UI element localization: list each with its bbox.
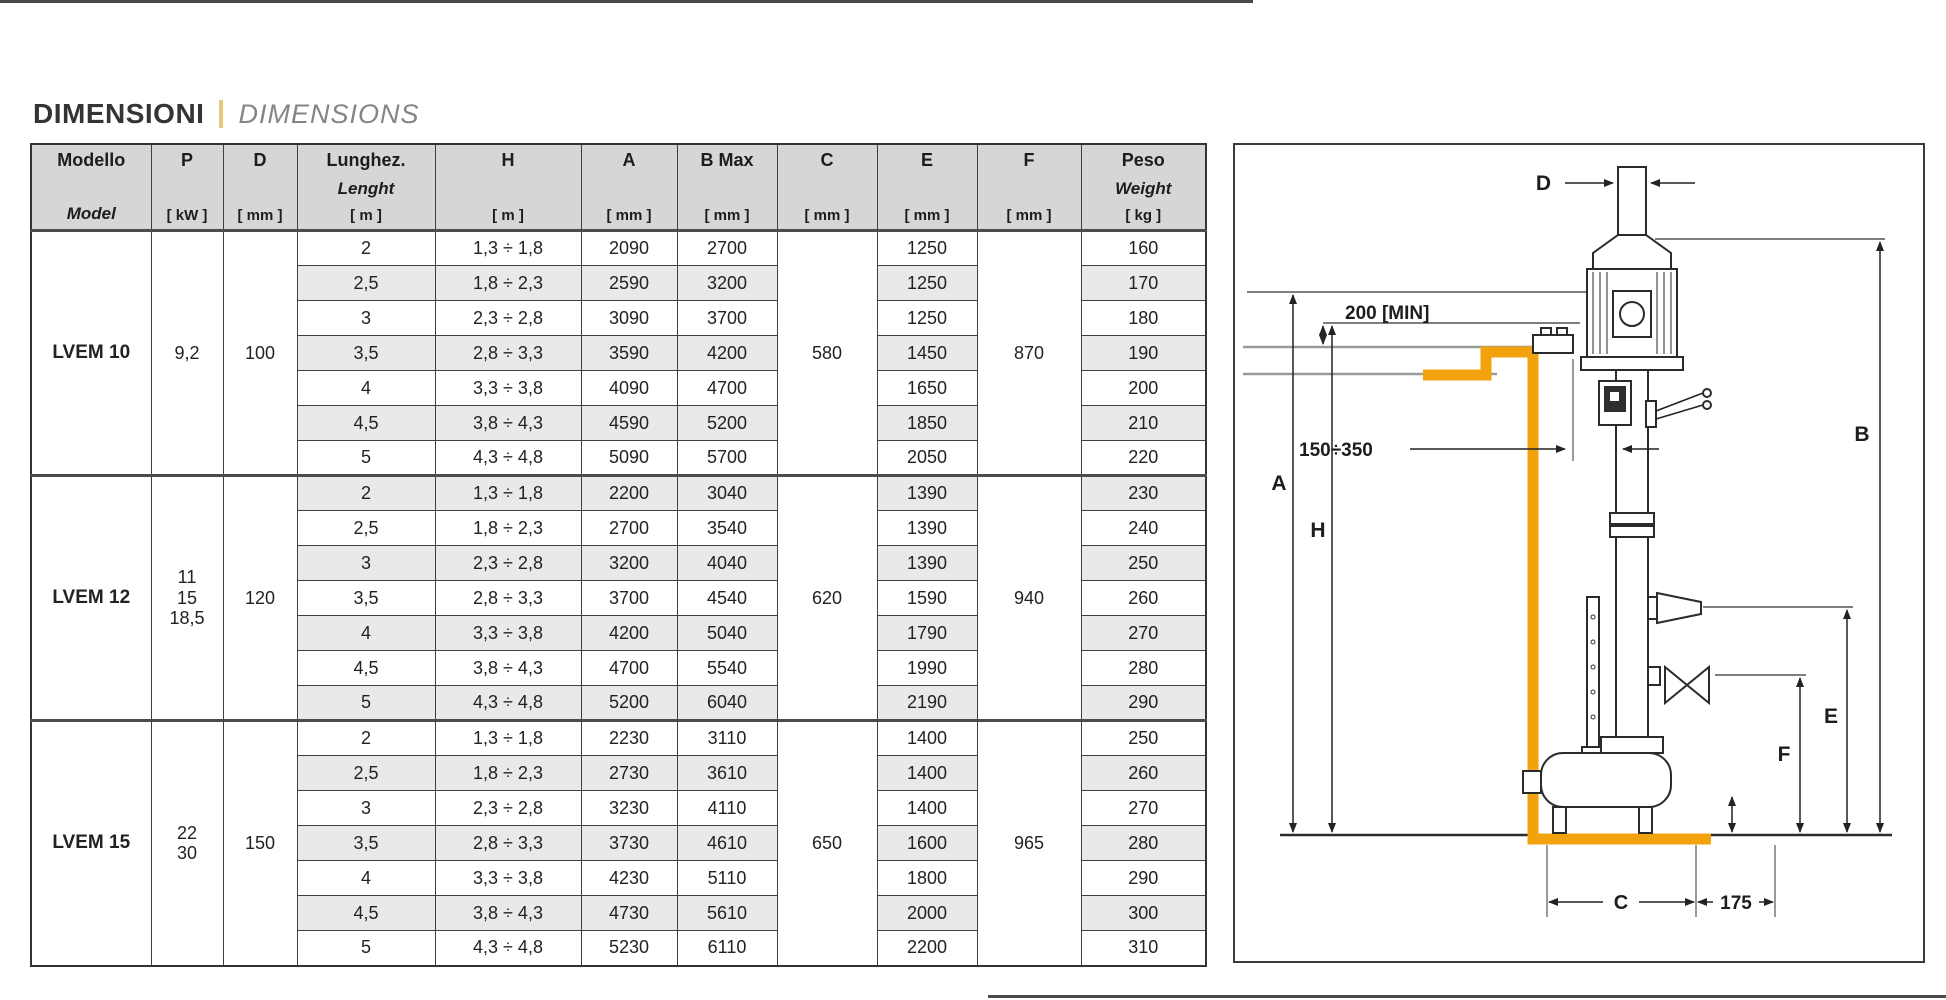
cell-weight: 190: [1081, 336, 1206, 371]
col-header-bmax: B Max [ mm ]: [677, 144, 777, 231]
cell-e: 2000: [877, 896, 977, 931]
table-row: [31, 476, 1206, 511]
cell-a: 4730: [581, 896, 677, 931]
cell-c: 580: [777, 231, 877, 476]
cell-bmax: 6040: [677, 686, 777, 721]
cell-h: 2,3 ÷ 2,8: [435, 546, 581, 581]
cell-a: 2590: [581, 266, 677, 301]
cell-a: 3730: [581, 826, 677, 861]
cell-a: 5200: [581, 686, 677, 721]
label-E: E: [1823, 705, 1839, 728]
page-title-italian: DIMENSIONI: [33, 98, 205, 129]
motor-bell: [1593, 235, 1671, 269]
cell-bmax: 6110: [677, 931, 777, 966]
cell-bmax: 5040: [677, 616, 777, 651]
cell-bmax: 5540: [677, 651, 777, 686]
bowtie-valve: [1648, 667, 1709, 703]
cell-h: 2,8 ÷ 3,3: [435, 826, 581, 861]
cell-weight: 270: [1081, 791, 1206, 826]
cell-bmax: 5700: [677, 441, 777, 476]
cell-c: 650: [777, 721, 877, 966]
cell-length: 2: [297, 231, 435, 266]
table-body: [31, 231, 1206, 966]
cell-a: 4200: [581, 616, 677, 651]
cone-nozzle: [1648, 593, 1701, 623]
cell-f: 940: [977, 476, 1081, 721]
col-header-peso: Peso Weight [ kg ]: [1081, 144, 1206, 231]
cell-e: 1390: [877, 511, 977, 546]
col-header-model: Modello Model: [31, 144, 151, 231]
cell-bmax: 3610: [677, 756, 777, 791]
cell-e: 1250: [877, 266, 977, 301]
cell-bmax: 3040: [677, 476, 777, 511]
cell-h: 3,8 ÷ 4,3: [435, 896, 581, 931]
cell-bmax: 3200: [677, 266, 777, 301]
cell-f: 965: [977, 721, 1081, 966]
cell-length: 2: [297, 721, 435, 756]
cell-e: 1250: [877, 231, 977, 266]
cell-bmax: 4200: [677, 336, 777, 371]
cell-length: 2: [297, 476, 435, 511]
cell-h: 2,8 ÷ 3,3: [435, 581, 581, 616]
cell-h: 3,3 ÷ 3,8: [435, 616, 581, 651]
cell-h: 3,3 ÷ 3,8: [435, 371, 581, 406]
cell-h: 2,8 ÷ 3,3: [435, 336, 581, 371]
cell-bmax: 5200: [677, 406, 777, 441]
cell-c: 620: [777, 476, 877, 721]
cell-weight: 230: [1081, 476, 1206, 511]
cell-e: 1850: [877, 406, 977, 441]
col-header-f: F [ mm ]: [977, 144, 1081, 231]
cell-weight: 210: [1081, 406, 1206, 441]
col-header-h: H [ m ]: [435, 144, 581, 231]
valve-handles: [1646, 389, 1711, 427]
cell-bmax: 4110: [677, 791, 777, 826]
cell-a: 4700: [581, 651, 677, 686]
cell-h: 1,8 ÷ 2,3: [435, 756, 581, 791]
guide-pipe: [1582, 597, 1604, 756]
cell-a: 4230: [581, 861, 677, 896]
col-header-d: D [ mm ]: [223, 144, 297, 231]
cell-a: 4090: [581, 371, 677, 406]
cell-a: 2230: [581, 721, 677, 756]
cell-e: 1590: [877, 581, 977, 616]
casing-coupling: [1601, 737, 1663, 753]
cell-weight: 240: [1081, 511, 1206, 546]
top-shaft: [1618, 167, 1646, 237]
cell-e: 1400: [877, 756, 977, 791]
cell-e: 1790: [877, 616, 977, 651]
cell-length: 4: [297, 861, 435, 896]
col-header-p: P [ kW ]: [151, 144, 223, 231]
cell-length: 3,5: [297, 826, 435, 861]
cell-weight: 310: [1081, 931, 1206, 966]
cell-diameter: 100: [223, 231, 297, 476]
cell-weight: 270: [1081, 616, 1206, 651]
label-F: F: [1777, 743, 1791, 766]
cell-length: 5: [297, 931, 435, 966]
label-175: 175: [1720, 893, 1752, 914]
label-C: C: [1613, 892, 1629, 914]
mid-flange: [1610, 513, 1654, 524]
cell-h: 1,3 ÷ 1,8: [435, 721, 581, 756]
cell-length: 3: [297, 546, 435, 581]
cell-h: 2,3 ÷ 2,8: [435, 791, 581, 826]
label-150-350: 150÷350: [1299, 440, 1373, 461]
dimensions-table: [30, 143, 1207, 967]
cell-e: 1390: [877, 546, 977, 581]
cell-e: 1400: [877, 721, 977, 756]
cell-a: 5230: [581, 931, 677, 966]
cell-h: 3,8 ÷ 4,3: [435, 651, 581, 686]
cell-weight: 250: [1081, 721, 1206, 756]
page-title-english: DIMENSIONS: [238, 98, 420, 129]
dimensions-data-table: [30, 143, 1207, 967]
table-row: [31, 721, 1206, 756]
cell-bmax: 3110: [677, 721, 777, 756]
cell-bmax: 3540: [677, 511, 777, 546]
cell-bmax: 4610: [677, 826, 777, 861]
cell-e: 1650: [877, 371, 977, 406]
cell-length: 2,5: [297, 511, 435, 546]
cell-h: 1,8 ÷ 2,3: [435, 266, 581, 301]
cell-a: 5090: [581, 441, 677, 476]
cell-a: 3590: [581, 336, 677, 371]
cell-a: 2700: [581, 511, 677, 546]
cell-length: 3,5: [297, 336, 435, 371]
cell-bmax: 2700: [677, 231, 777, 266]
cell-length: 4,5: [297, 651, 435, 686]
cell-a: 2730: [581, 756, 677, 791]
cell-length: 4,5: [297, 896, 435, 931]
cell-length: 2,5: [297, 756, 435, 791]
cell-f: 870: [977, 231, 1081, 476]
cell-bmax: 4040: [677, 546, 777, 581]
cell-h: 1,8 ÷ 2,3: [435, 511, 581, 546]
col-header-len: Lunghez. Lenght [ m ]: [297, 144, 435, 231]
cell-model: LVEM 15: [31, 721, 151, 966]
cell-e: 1400: [877, 791, 977, 826]
cell-bmax: 4700: [677, 371, 777, 406]
cell-weight: 160: [1081, 231, 1206, 266]
cell-e: 2190: [877, 686, 977, 721]
label-A: A: [1271, 472, 1287, 495]
label-B: B: [1854, 423, 1870, 446]
pump-casing: [1541, 753, 1671, 807]
cell-bmax: 5110: [677, 861, 777, 896]
cell-a: 4590: [581, 406, 677, 441]
cell-length: 4: [297, 371, 435, 406]
cell-h: 2,3 ÷ 2,8: [435, 301, 581, 336]
cell-bmax: 3700: [677, 301, 777, 336]
cell-bmax: 5610: [677, 896, 777, 931]
title-separator-bar: [219, 100, 223, 128]
cell-length: 5: [297, 686, 435, 721]
col-header-c: C [ mm ]: [777, 144, 877, 231]
cell-e: 2050: [877, 441, 977, 476]
cell-weight: 290: [1081, 686, 1206, 721]
cell-power: 9,2: [151, 231, 223, 476]
cell-a: 2200: [581, 476, 677, 511]
cell-bmax: 4540: [677, 581, 777, 616]
cell-a: 3200: [581, 546, 677, 581]
cell-h: 4,3 ÷ 4,8: [435, 931, 581, 966]
cell-length: 5: [297, 441, 435, 476]
pipe-clamp: [1533, 335, 1573, 353]
pump-body: [1523, 167, 1711, 833]
cell-weight: 250: [1081, 546, 1206, 581]
cell-power: 11 15 18,5: [151, 476, 223, 721]
col-header-e: E [ mm ]: [877, 144, 977, 231]
table-header-row: [31, 144, 1206, 231]
cell-weight: 280: [1081, 826, 1206, 861]
cell-weight: 290: [1081, 861, 1206, 896]
cell-model: LVEM 12: [31, 476, 151, 721]
cell-weight: 260: [1081, 581, 1206, 616]
label-D: D: [1535, 172, 1551, 195]
cell-length: 2,5: [297, 266, 435, 301]
cell-power: 22 30: [151, 721, 223, 966]
table-row: [31, 231, 1206, 266]
cell-weight: 300: [1081, 896, 1206, 931]
title-block: [33, 98, 420, 130]
page-edge-bottom: [988, 995, 1946, 998]
cell-e: 1600: [877, 826, 977, 861]
table-header: [31, 144, 1206, 231]
cell-a: 3230: [581, 791, 677, 826]
cell-weight: 260: [1081, 756, 1206, 791]
cell-e: 1990: [877, 651, 977, 686]
cell-weight: 280: [1081, 651, 1206, 686]
cell-h: 4,3 ÷ 4,8: [435, 686, 581, 721]
label-H: H: [1310, 519, 1326, 542]
cell-e: 2200: [877, 931, 977, 966]
cell-h: 4,3 ÷ 4,8: [435, 441, 581, 476]
page-edge-top: [0, 0, 1253, 3]
cell-weight: 170: [1081, 266, 1206, 301]
cell-length: 3: [297, 301, 435, 336]
cell-length: 3,5: [297, 581, 435, 616]
cell-e: 1800: [877, 861, 977, 896]
cell-diameter: 150: [223, 721, 297, 966]
cell-h: 3,8 ÷ 4,3: [435, 406, 581, 441]
cell-weight: 220: [1081, 441, 1206, 476]
pump-technical-drawing: [1235, 145, 1923, 961]
motor-base: [1581, 357, 1683, 370]
cell-model: LVEM 10: [31, 231, 151, 476]
cell-a: 3700: [581, 581, 677, 616]
pump-drawing-panel: [1233, 143, 1925, 963]
cell-diameter: 120: [223, 476, 297, 721]
cell-h: 3,3 ÷ 3,8: [435, 861, 581, 896]
col-header-a: A [ mm ]: [581, 144, 677, 231]
cell-h: 1,3 ÷ 1,8: [435, 231, 581, 266]
cell-a: 3090: [581, 301, 677, 336]
cell-h: 1,3 ÷ 1,8: [435, 476, 581, 511]
cell-weight: 200: [1081, 371, 1206, 406]
cell-e: 1390: [877, 476, 977, 511]
label-200-min: 200 [MIN]: [1345, 303, 1430, 324]
cell-length: 4: [297, 616, 435, 651]
cell-weight: 180: [1081, 301, 1206, 336]
cell-e: 1250: [877, 301, 977, 336]
cell-e: 1450: [877, 336, 977, 371]
cell-a: 2090: [581, 231, 677, 266]
cell-length: 3: [297, 791, 435, 826]
cell-length: 4,5: [297, 406, 435, 441]
